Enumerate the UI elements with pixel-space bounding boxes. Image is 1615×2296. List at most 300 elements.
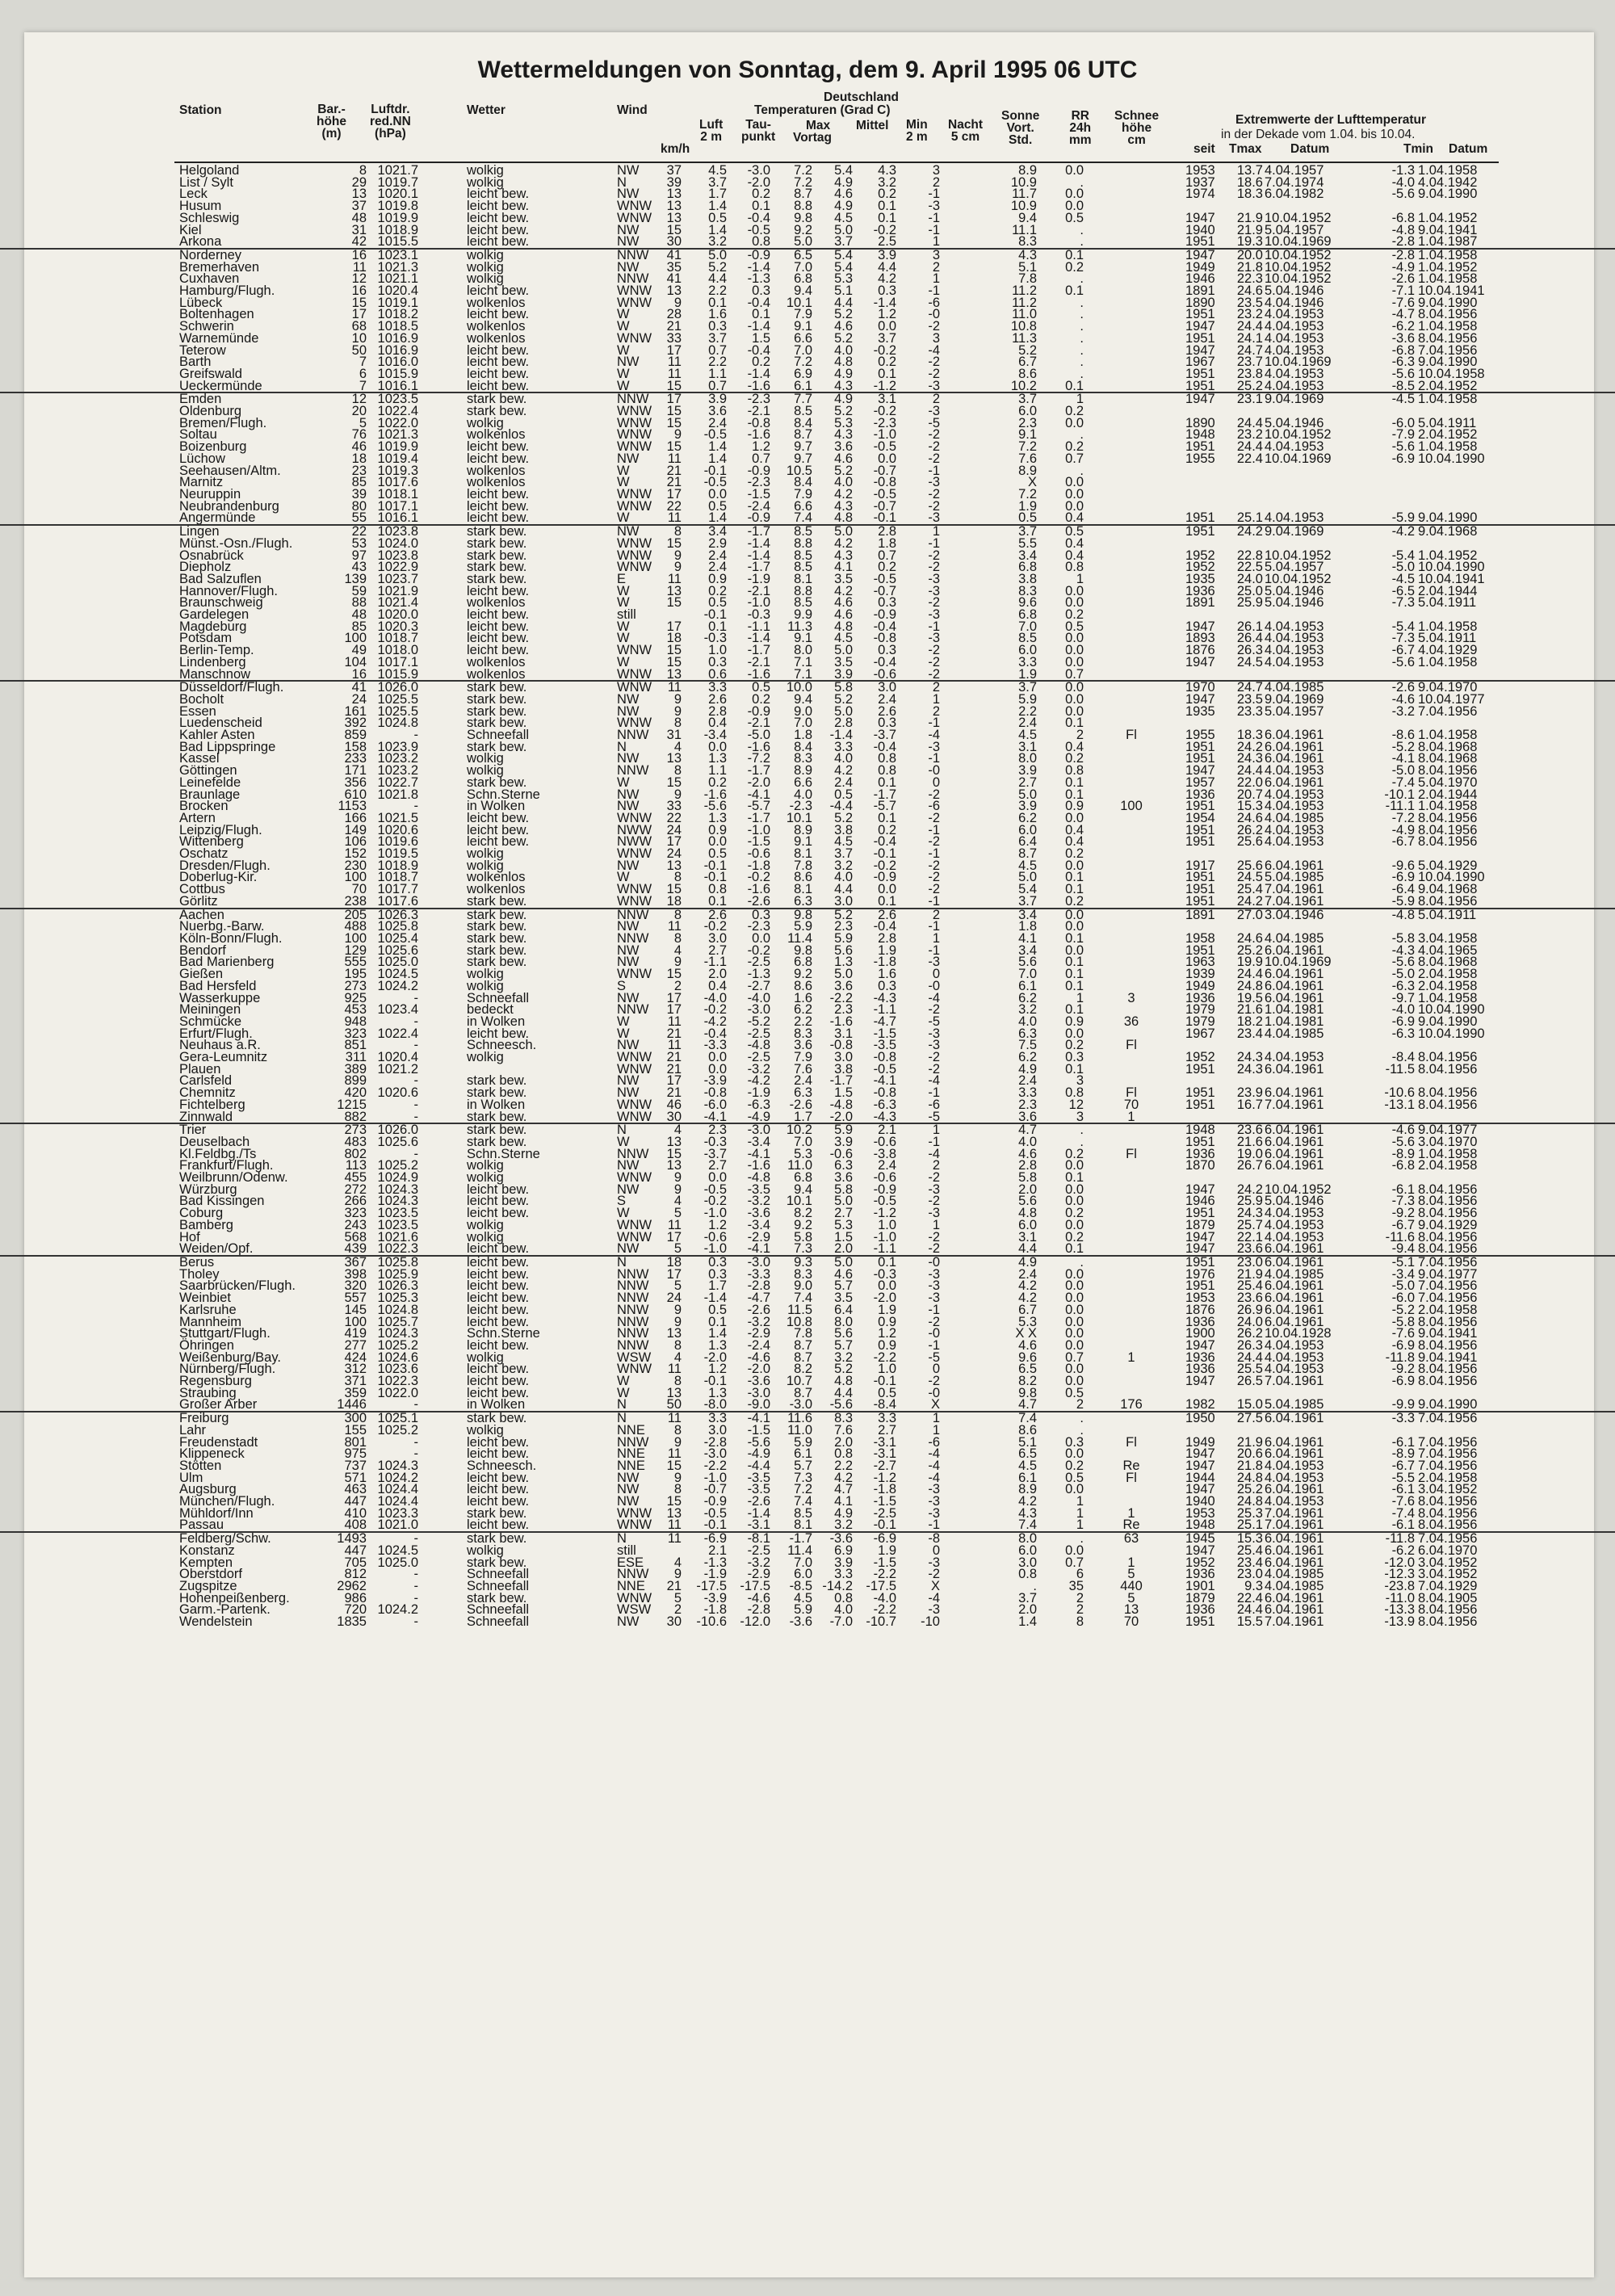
cell-sonne: 4.8: [1018, 1206, 1037, 1221]
cell-tmax: 15.3: [1236, 799, 1263, 814]
cell-max: 7.6: [794, 1061, 812, 1077]
cell-datum-min: 5.04.1911: [1418, 907, 1477, 922]
cell-schnee: Fl: [1126, 1085, 1137, 1101]
cell-max: 9.2: [794, 222, 812, 237]
cell-datum-min: 8.04.1956: [1418, 307, 1478, 322]
cell-wind-dir: NW: [617, 524, 640, 539]
cell-datum-max: 10.04.1952: [1265, 1182, 1332, 1197]
cell-taupunkt: -1.7: [747, 810, 770, 825]
cell-wind-speed: 11: [667, 1517, 682, 1533]
cell-station: Düsseldorf/Flugh.: [179, 680, 284, 695]
cell-max: 1.8: [794, 728, 812, 743]
cell-datum-max: 4.04.1953: [1265, 342, 1324, 358]
cell-wind-dir: NW: [617, 799, 640, 814]
cell-taupunkt: -0.6: [747, 846, 770, 862]
cell-taupunkt: -2.6: [747, 1494, 770, 1509]
cell-wind-speed: 21: [666, 1085, 682, 1101]
cell-wind-dir: WNW: [617, 1505, 652, 1521]
cell-wind-speed: 9: [673, 1470, 682, 1485]
cell-luftdruck: 1021.9: [377, 583, 418, 598]
cell-datum-min: 7.04.1956: [1418, 1254, 1478, 1270]
cell-datum-min: 10.04.1958: [1418, 366, 1485, 381]
cell-luftdruck: 1021.2: [377, 1061, 418, 1077]
cell-luft: 3.0: [708, 1422, 727, 1438]
cell-max: 6.8: [794, 271, 812, 287]
cell-mittel: 3.9: [834, 666, 853, 682]
cell-max: 8.5: [794, 560, 812, 575]
cell-seit: 1951: [1185, 524, 1215, 539]
cell-rr: 0.0: [1065, 654, 1084, 669]
cell-seit: 1953: [1185, 1505, 1215, 1521]
cell-sonne: 5.0: [1018, 787, 1037, 802]
cell-max: 4.0: [794, 787, 812, 802]
cell-luftdruck: 1019.6: [377, 834, 418, 850]
cell-rr: .: [1080, 342, 1084, 358]
cell-nacht: -1: [928, 893, 940, 909]
cell-bar-hoehe: 389: [344, 1061, 367, 1077]
cell-wind-dir: W: [617, 1385, 630, 1400]
cell-mittel: 5.6: [834, 942, 853, 958]
cell-wind-dir: WNW: [617, 1050, 652, 1065]
cell-max: 6.5: [794, 247, 812, 262]
cell-mittel: 3.8: [834, 822, 853, 837]
cell-min: 0.1: [878, 366, 896, 381]
table-row: [0, 1243, 1615, 1255]
cell-nacht: -3: [928, 1494, 940, 1509]
cell-tmax: 16.7: [1236, 1097, 1263, 1112]
cell-rr: 0.1: [1065, 787, 1084, 802]
cell-sonne: 6.2: [1018, 1050, 1037, 1065]
cell-tmax: 21.8: [1236, 1458, 1263, 1473]
cell-rr: 0.0: [1065, 187, 1084, 202]
cell-datum-min: 8.04.1956: [1418, 1229, 1478, 1245]
cell-wind-speed: 33: [666, 330, 682, 346]
cell-luft: -0.2: [703, 1002, 727, 1018]
cell-wetter: Schn.Sterne: [467, 1326, 540, 1341]
cell-luftdruck: 1024.5: [377, 1543, 418, 1558]
cell-taupunkt: 0.3: [752, 283, 770, 299]
cell-tmax: 24.4: [1236, 1602, 1263, 1618]
cell-luftdruck: 1020.4: [377, 283, 418, 299]
cell-max: 8.6: [794, 870, 812, 885]
cell-bar-hoehe: 312: [344, 1362, 367, 1377]
cell-wind-dir: WNW: [617, 1362, 652, 1377]
cell-datum-max: 10.04.1952: [1265, 271, 1332, 287]
cell-luftdruck: 1025.5: [377, 691, 418, 707]
cell-wind-speed: 9: [673, 1434, 682, 1450]
cell-wetter: wolkenlos: [467, 295, 526, 310]
cell-tmax: 25.9: [1236, 1194, 1263, 1209]
cell-nacht: -1: [928, 210, 940, 225]
cell-datum-max: 6.04.1961: [1265, 1543, 1324, 1558]
cell-wind-dir: WNW: [617, 846, 652, 862]
cell-sonne: 3.7: [1018, 524, 1037, 539]
cell-wetter: leicht bew.: [467, 1026, 530, 1041]
cell-station: Kempten: [179, 1555, 233, 1570]
cell-datum-min: 8.04.1956: [1418, 822, 1478, 837]
cell-wind-speed: 15: [666, 535, 682, 551]
cell-datum-min: 9.04.1990: [1418, 510, 1478, 526]
header-schnee: Schnee höhe cm: [1114, 109, 1160, 147]
cell-sonne: 1.4: [1018, 1614, 1037, 1630]
cell-tmax: 21.6: [1236, 1134, 1263, 1149]
cell-wind-dir: WNW: [617, 535, 652, 551]
cell-rr: 0.0: [1065, 643, 1084, 658]
cell-datum-min: 9.04.1941: [1418, 1349, 1478, 1365]
cell-min: -1.5: [873, 1026, 896, 1041]
cell-min: 0.1: [878, 774, 896, 790]
cell-taupunkt: -1.6: [747, 427, 770, 443]
cell-tmax: 24.6: [1236, 931, 1263, 946]
cell-min: 0.3: [878, 978, 896, 993]
cell-wind-speed: 24: [666, 822, 682, 837]
cell-rr: .: [1080, 427, 1084, 443]
cell-rr: 2: [1076, 1397, 1084, 1412]
cell-luftdruck: 1024.6: [377, 1349, 418, 1365]
cell-nacht: -2: [928, 1374, 940, 1389]
cell-station: Fichtelberg: [179, 1097, 245, 1112]
cell-min: -6.3: [873, 1097, 896, 1112]
cell-station: Plauen: [179, 1061, 221, 1077]
cell-station: Husum: [179, 199, 222, 214]
cell-rr: 0.0: [1065, 1337, 1084, 1353]
cell-wetter: bedeckt: [467, 1002, 514, 1018]
cell-rr: 0.0: [1065, 1302, 1084, 1317]
cell-wetter: leicht bew.: [467, 439, 530, 455]
cell-taupunkt: -1.5: [747, 1422, 770, 1438]
cell-luftdruck: -: [413, 1446, 418, 1462]
cell-mittel: 3.8: [834, 1061, 853, 1077]
cell-station: Barth: [179, 355, 212, 370]
cell-max: 10.7: [786, 1374, 812, 1389]
cell-sonne: 4.4: [1018, 1241, 1037, 1257]
cell-station: Bad Hersfeld: [179, 978, 257, 993]
cell-datum-min: 8.04.1956: [1418, 1194, 1478, 1209]
cell-max: 11.0: [787, 1422, 812, 1438]
cell-nacht: -0: [928, 763, 940, 779]
cell-datum-max: 4.04.1953: [1265, 1349, 1324, 1365]
cell-sonne: 8.7: [1018, 846, 1037, 862]
cell-taupunkt: -2.8: [747, 1602, 770, 1618]
cell-min: -0.1: [873, 846, 896, 862]
cell-station: Lahr: [179, 1422, 207, 1438]
cell-nacht: -0: [928, 307, 940, 322]
cell-mittel: 4.9: [834, 199, 853, 214]
cell-max: 9.3: [794, 1254, 812, 1270]
cell-station: Doberlug-Kir.: [179, 870, 258, 885]
cell-luftdruck: 1023.2: [377, 751, 418, 766]
cell-station: Weinbiet: [179, 1291, 231, 1306]
cell-mittel: 4.3: [834, 427, 853, 443]
cell-datum-min: 8.04.1956: [1418, 1241, 1478, 1257]
cell-luftdruck: 1025.2: [377, 1158, 418, 1173]
cell-min: -0.9: [873, 1182, 896, 1197]
cell-bar-hoehe: 104: [344, 654, 367, 669]
cell-wind-speed: 17: [666, 619, 682, 634]
cell-taupunkt: -17.5: [740, 1578, 770, 1593]
cell-wetter: leicht bew.: [467, 834, 530, 850]
cell-luftdruck: 1024.8: [377, 1302, 418, 1317]
cell-station: Berlin-Temp.: [179, 643, 254, 658]
cell-wind-dir: N: [617, 739, 627, 754]
cell-nacht: -1: [928, 846, 940, 862]
cell-wind-speed: 33: [666, 799, 682, 814]
cell-wind-speed: 15: [666, 1146, 682, 1161]
cell-nacht: 1: [932, 931, 940, 946]
cell-station: List / Sylt: [179, 174, 233, 190]
cell-luft: 3.7: [708, 174, 727, 190]
cell-station: Greifswald: [179, 366, 242, 381]
cell-luftdruck: -: [413, 1146, 418, 1161]
cell-rr: 0.0: [1065, 907, 1084, 922]
cell-rr: 0.4: [1065, 548, 1084, 563]
cell-seit: 1948: [1185, 1123, 1215, 1138]
cell-datum-min: 5.04.1911: [1418, 415, 1477, 430]
cell-tmin: -2.6: [1391, 271, 1415, 287]
cell-tmin: -7.3: [1391, 631, 1415, 646]
cell-taupunkt: -3.2: [747, 1555, 770, 1570]
cell-rr: 0.0: [1065, 1543, 1084, 1558]
cell-min: 0.1: [878, 199, 896, 214]
cell-sonne: 1.9: [1018, 498, 1037, 514]
cell-station: Luedenscheid: [179, 716, 262, 731]
cell-wind-speed: 30: [666, 1109, 682, 1124]
cell-luft: 3.7: [708, 330, 727, 346]
cell-luftdruck: 1021.0: [377, 1517, 418, 1533]
cell-mittel: 3.7: [834, 234, 853, 250]
cell-max: 7.7: [794, 392, 812, 407]
cell-min: 0.2: [878, 355, 896, 370]
cell-luftdruck: 1015.9: [377, 666, 418, 682]
cell-luft: -0.1: [703, 858, 727, 873]
cell-taupunkt: -1.3: [747, 967, 770, 982]
cell-bar-hoehe: 158: [344, 739, 367, 754]
cell-min: -1.0: [873, 427, 896, 443]
cell-wind-speed: 21: [666, 319, 682, 334]
cell-nacht: -3: [928, 1206, 940, 1221]
cell-tmax: 22.3: [1236, 271, 1263, 287]
cell-tmin: -5.6: [1391, 187, 1415, 202]
cell-bar-hoehe: 37: [351, 199, 367, 214]
cell-seit: 1936: [1185, 583, 1215, 598]
cell-tmin: -5.6: [1391, 439, 1415, 455]
cell-wetter: wolkenlos: [467, 475, 526, 490]
cell-datum-min: 8.04.1956: [1418, 1061, 1478, 1077]
cell-wetter: leicht bew.: [467, 619, 530, 634]
cell-taupunkt: -3.6: [747, 1374, 770, 1389]
cell-wetter: wolkenlos: [467, 330, 526, 346]
cell-wind-speed: 5: [673, 1590, 682, 1606]
cell-bar-hoehe: 16: [351, 283, 367, 299]
cell-min: 1.6: [878, 967, 896, 982]
cell-tmax: 25.4: [1236, 1278, 1263, 1294]
cell-sonne: 4.5: [1018, 858, 1037, 873]
cell-bar-hoehe: 230: [344, 858, 367, 873]
cell-seit: 1940: [1185, 222, 1215, 237]
cell-wind-dir: WSW: [617, 1602, 652, 1618]
cell-station: Göttingen: [179, 763, 237, 779]
cell-nacht: -2: [928, 834, 940, 850]
cell-wetter: Schneefall: [467, 728, 530, 743]
cell-bar-hoehe: 320: [344, 1278, 367, 1294]
cell-min: -8.4: [873, 1397, 896, 1412]
cell-taupunkt: -0.9: [747, 463, 770, 478]
cell-max: 9.8: [794, 907, 812, 922]
cell-datum-min: 1.04.1958: [1418, 654, 1478, 669]
cell-taupunkt: -4.1: [747, 1241, 770, 1257]
cell-sonne: 7.0: [1018, 967, 1037, 982]
cell-rr: 0.0: [1065, 1291, 1084, 1306]
cell-min: -2.2: [873, 1567, 896, 1582]
cell-tmax: 26.3: [1236, 643, 1263, 658]
cell-wind-speed: 17: [666, 990, 682, 1005]
cell-max: 6.3: [794, 1085, 812, 1101]
cell-tmin: -8.4: [1391, 1050, 1415, 1065]
cell-datum-min: 2.04.1944: [1418, 787, 1478, 802]
cell-luftdruck: 1019.3: [377, 463, 418, 478]
cell-wind-speed: 13: [666, 199, 682, 214]
cell-datum-max: 6.04.1961: [1265, 751, 1324, 766]
cell-datum-min: 1.04.1952: [1418, 548, 1478, 563]
cell-seit: 1936: [1185, 1314, 1215, 1329]
cell-luftdruck: 1023.3: [377, 1505, 418, 1521]
cell-mittel: 8.0: [834, 1314, 853, 1329]
cell-sonne: 7.2: [1018, 439, 1037, 455]
cell-luftdruck: 1026.3: [377, 1278, 418, 1294]
cell-wind-dir: NNW: [617, 1291, 649, 1306]
cell-mittel: 5.2: [834, 810, 853, 825]
cell-nacht: -8: [928, 1531, 940, 1547]
cell-tmax: 24.8: [1236, 1470, 1263, 1485]
cell-tmin: -4.7: [1391, 307, 1415, 322]
cell-wind-dir: NW: [617, 187, 640, 202]
cell-max: 5.9: [794, 1434, 812, 1450]
cell-wind-speed: 9: [673, 703, 682, 719]
cell-datum-min: 9.04.1990: [1418, 295, 1478, 310]
cell-luftdruck: 1025.0: [377, 955, 418, 970]
cell-taupunkt: -1.5: [747, 486, 770, 502]
cell-rr: 0.2: [1065, 751, 1084, 766]
cell-min: 4.2: [878, 271, 896, 287]
cell-tmax: 18.2: [1236, 1014, 1263, 1029]
cell-nacht: -3: [928, 1026, 940, 1041]
cell-bar-hoehe: 948: [344, 1014, 367, 1029]
cell-datum-min: 9.04.1941: [1418, 1326, 1478, 1341]
cell-min: -4.1: [873, 1073, 896, 1089]
cell-wind-speed: 11: [667, 1038, 682, 1053]
cell-tmax: 13.7: [1236, 163, 1263, 178]
cell-nacht: 2: [932, 1158, 940, 1173]
cell-taupunkt: -3.0: [747, 1254, 770, 1270]
cell-seit: 1951: [1185, 942, 1215, 958]
cell-luftdruck: 1024.2: [377, 1602, 418, 1618]
cell-bar-hoehe: 12: [351, 392, 367, 407]
cell-mittel: 3.0: [834, 893, 853, 909]
cell-wind-speed: 13: [666, 1158, 682, 1173]
cell-tmin: -10.6: [1384, 1085, 1415, 1101]
cell-bar-hoehe: 5: [359, 415, 367, 430]
cell-sonne: 6.2: [1018, 990, 1037, 1005]
cell-wetter: stark bew.: [467, 739, 527, 754]
cell-tmax: 18.6: [1236, 174, 1263, 190]
cell-max: 8.5: [794, 548, 812, 563]
cell-seit: 1982: [1185, 1397, 1215, 1412]
cell-tmin: -7.4: [1391, 774, 1415, 790]
cell-wind-dir: NW: [617, 787, 640, 802]
cell-mittel: 1.3: [834, 955, 853, 970]
cell-taupunkt: -4.2: [747, 1073, 770, 1089]
cell-max: 11.5: [787, 1302, 812, 1317]
cell-luftdruck: 1021.7: [377, 163, 418, 178]
cell-bar-hoehe: 851: [344, 1038, 367, 1053]
cell-datum-min: 7.04.1929: [1418, 1578, 1478, 1593]
cell-wind-dir: WNW: [617, 716, 652, 731]
cell-rr: 1: [1076, 1494, 1084, 1509]
cell-wetter: stark bew.: [467, 392, 527, 407]
cell-luftdruck: 1016.1: [377, 378, 418, 393]
cell-datum-max: 6.04.1961: [1265, 1446, 1324, 1462]
cell-max: 9.4: [794, 691, 812, 707]
cell-rr: 0.1: [1065, 247, 1084, 262]
cell-luft: -0.6: [703, 1229, 727, 1245]
cell-wind-dir: NNW: [617, 1337, 649, 1353]
cell-luft: 0.3: [708, 1266, 727, 1282]
cell-luftdruck: 1019.4: [377, 451, 418, 466]
cell-rr: 0.0: [1065, 583, 1084, 598]
cell-min: -0.7: [873, 463, 896, 478]
cell-min: 2.4: [878, 691, 896, 707]
cell-wind-dir: still: [617, 607, 636, 623]
cell-min: 2.1: [878, 1123, 896, 1138]
cell-datum-min: 1.04.1958: [1418, 319, 1478, 334]
cell-mittel: 3.7: [834, 846, 853, 862]
cell-luft: 0.7: [708, 342, 727, 358]
cell-luftdruck: 1024.3: [377, 1458, 418, 1473]
cell-taupunkt: -1.7: [747, 643, 770, 658]
cell-luftdruck: 1025.9: [377, 1266, 418, 1282]
cell-station: Nürnberg/Flugh.: [179, 1362, 276, 1377]
cell-datum-max: 10.04.1952: [1265, 210, 1332, 225]
cell-tmin: -6.9: [1391, 1014, 1415, 1029]
cell-wetter: leicht bew.: [467, 1182, 530, 1197]
cell-datum-min: 1.04.1958: [1418, 990, 1478, 1005]
cell-schnee: 5: [1127, 1567, 1135, 1582]
cell-luft: 2.0: [708, 967, 727, 982]
cell-mittel: 4.4: [834, 1385, 853, 1400]
cell-tmax: 20.7: [1236, 787, 1263, 802]
cell-sonne: 7.0: [1018, 619, 1037, 634]
cell-tmax: 19.9: [1236, 955, 1263, 970]
cell-nacht: -3: [928, 1291, 940, 1306]
cell-bar-hoehe: 113: [345, 1158, 367, 1173]
cell-tmax: 24.5: [1236, 654, 1263, 669]
cell-luft: 3.3: [708, 1411, 727, 1426]
cell-wetter: leicht bew.: [467, 355, 530, 370]
cell-min: 1.2: [878, 307, 896, 322]
cell-tmax: 25.5: [1236, 1362, 1263, 1377]
cell-seit: 1876: [1185, 643, 1215, 658]
cell-luftdruck: 1023.8: [377, 524, 418, 539]
cell-datum-max: 4.04.1953: [1265, 439, 1324, 455]
cell-min: -2.0: [873, 1291, 896, 1306]
cell-mittel: 4.6: [834, 187, 853, 202]
cell-nacht: -3: [928, 510, 940, 526]
cell-mittel: 5.0: [834, 967, 853, 982]
cell-nacht: -1: [928, 283, 940, 299]
cell-datum-min: 7.04.1956: [1418, 1291, 1478, 1306]
cell-wind-dir: W: [617, 1206, 630, 1221]
cell-datum-max: 4.04.1957: [1265, 163, 1324, 178]
